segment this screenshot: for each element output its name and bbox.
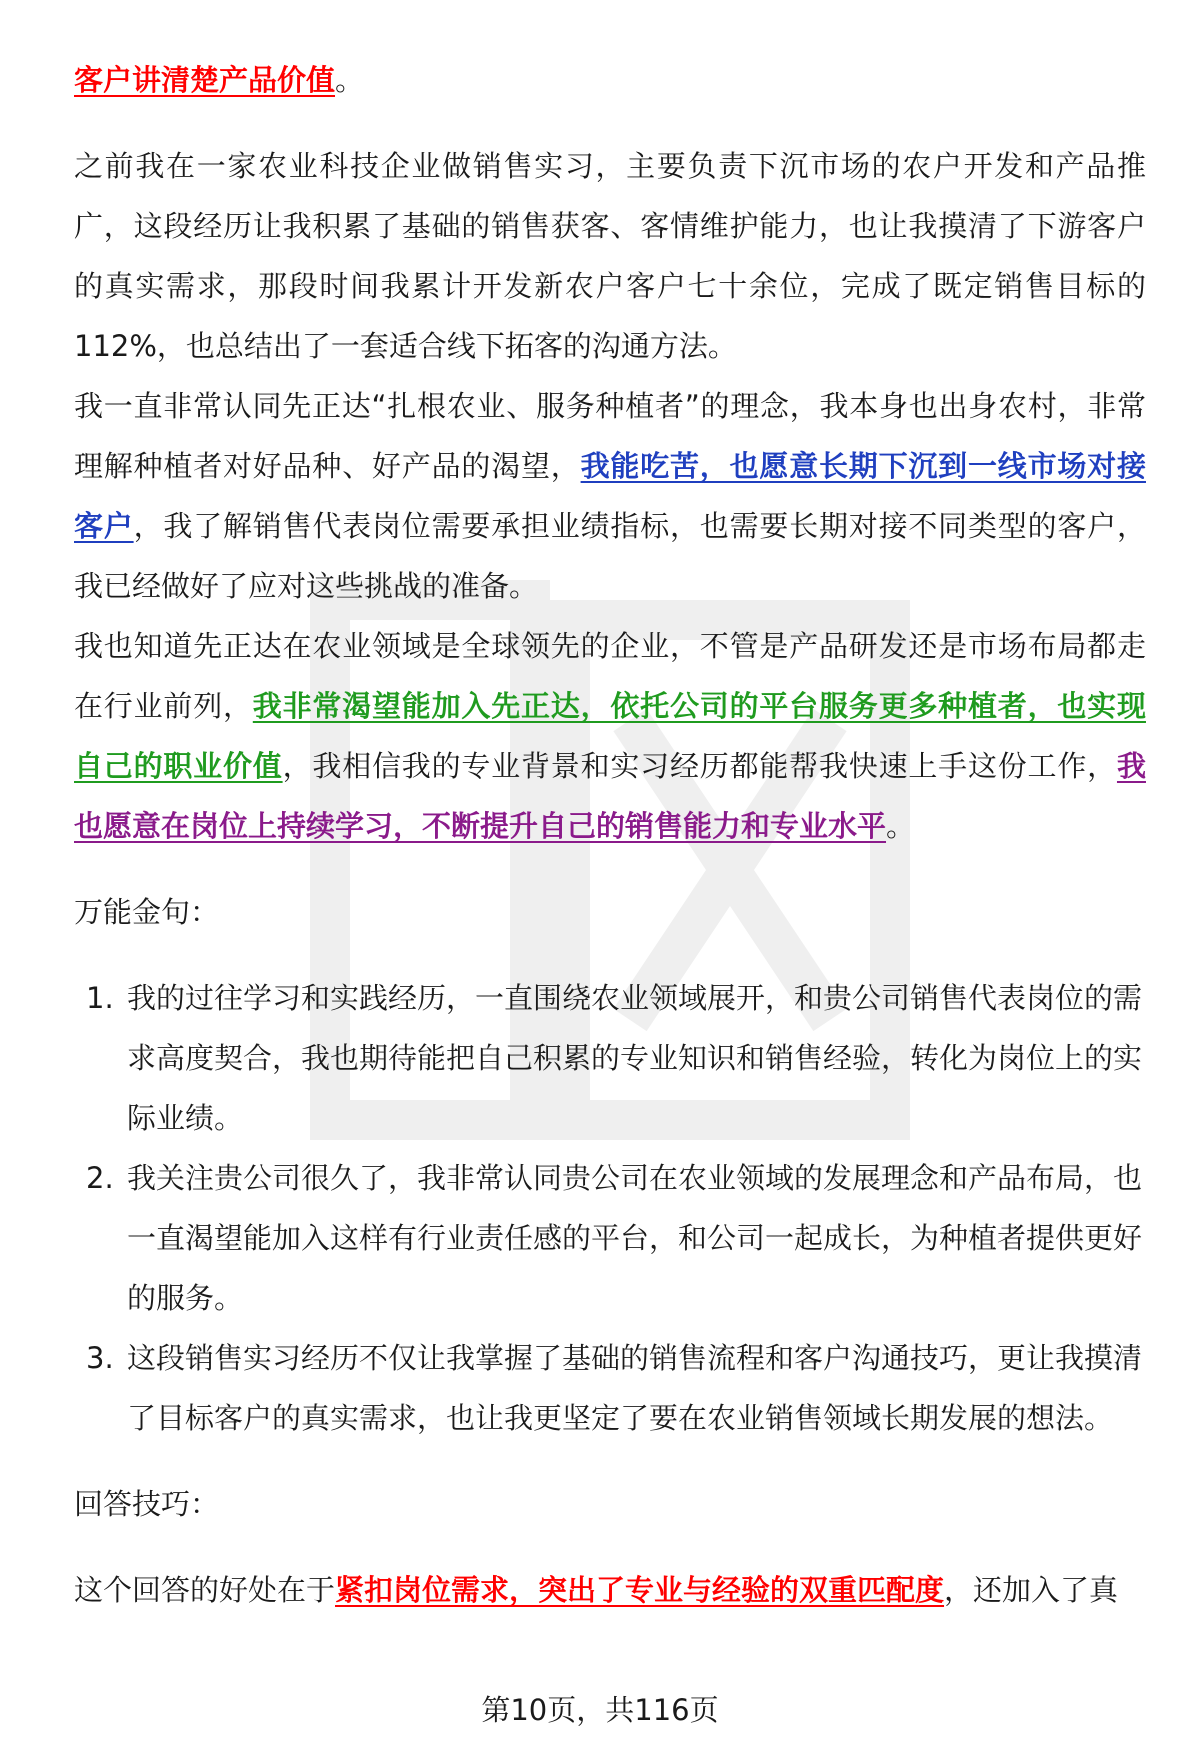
para3-middle: ，我相信我的专业背景和实习经历都能帮我快速上手这份工作，: [282, 749, 1117, 783]
tips-highlight: 紧扣岗位需求，突出了专业与经验的双重匹配度: [335, 1573, 945, 1607]
list-item: [74, 1328, 1146, 1448]
answer-tips-paragraph: [74, 1560, 1146, 1620]
paragraph-company-values: [74, 376, 1146, 616]
para3-highlight-purple: 我也愿意在岗位上持续学习，不断提升自己的销售能力和专业水平: [74, 749, 1146, 843]
paragraph-motivation: [74, 616, 1146, 856]
para3-highlight-green: 我非常渴望能加入先正达，依托公司的平台服务更多种植者，也实现自己的职业价值: [74, 689, 1146, 783]
para3-tail: 。: [886, 809, 916, 843]
list-item: [74, 968, 1146, 1148]
answer-tips-heading: 回答技巧：: [74, 1487, 220, 1521]
intro-line: [74, 50, 1146, 110]
list-item-text: 这段销售实习经历不仅让我掌握了基础的销售流程和客户沟通技巧，更让我摸清了目标客户的真实需求，也让我更坚定了要在农业销售领域长期发展的想法。: [127, 1341, 1143, 1435]
list-item: [74, 1148, 1146, 1328]
list-item-text: 我关注贵公司很久了，我非常认同贵公司在农业领域的发展理念和产品布局，也一直渴望能加入这样有行业责任感的平台，和公司一起成长，为种植者提供更好的服务。: [127, 1161, 1143, 1315]
golden-sentences-list: [74, 968, 1146, 1448]
para2-highlight: 我能吃苦，也愿意长期下沉到一线市场对接客户: [74, 449, 1146, 543]
intro-highlight: 客户讲清楚产品价值: [74, 63, 336, 97]
tips-tail: ，还加入了真: [944, 1573, 1119, 1607]
intro-tail: 。: [335, 63, 365, 97]
para2-tail: ，我了解销售代表岗位需要承担业绩指标，也需要长期对接不同类型的客户，我已经做好了应对这些挑战的准备。: [74, 509, 1146, 603]
list-item-number: 1.: [86, 981, 114, 1015]
tips-lead: 这个回答的好处在于: [74, 1573, 336, 1607]
paragraph-internship: 之前我在一家农业科技企业做销售实习，主要负责下沉市场的农户开发和产品推广，这段经历让我积累了基础的销售获客、客情维护能力，也让我摸清了下游客户的真实需求，那段时间我累计开发新农户客户七十余位，完成了既定销售目标的112%，也总结出了一套适合线下拓客的沟通方法。: [74, 149, 1146, 363]
list-item-text: 我的过往学习和实践经历，一直围绕农业领域展开，和贵公司销售代表岗位的需求高度契合，我也期待能把自己积累的专业知识和销售经验，转化为岗位上的实际业绩。: [127, 981, 1143, 1135]
page-footer: 第10页，共116页: [481, 1693, 719, 1727]
para2-lead: 我一直非常认同先正达“扎根农业、服务种植者”的理念，我本身也出身农村，非常理解种植者对好品种、好产品的渴望，: [74, 389, 1146, 483]
para3-lead: 我也知道先正达在农业领域是全球领先的企业，不管是产品研发还是市场布局都走在行业前列，: [74, 629, 1146, 723]
document-page: [74, 50, 1146, 1620]
list-item-number: 2.: [86, 1161, 114, 1195]
list-item-number: 3.: [86, 1341, 114, 1375]
golden-sentences-heading: 万能金句：: [74, 895, 220, 929]
